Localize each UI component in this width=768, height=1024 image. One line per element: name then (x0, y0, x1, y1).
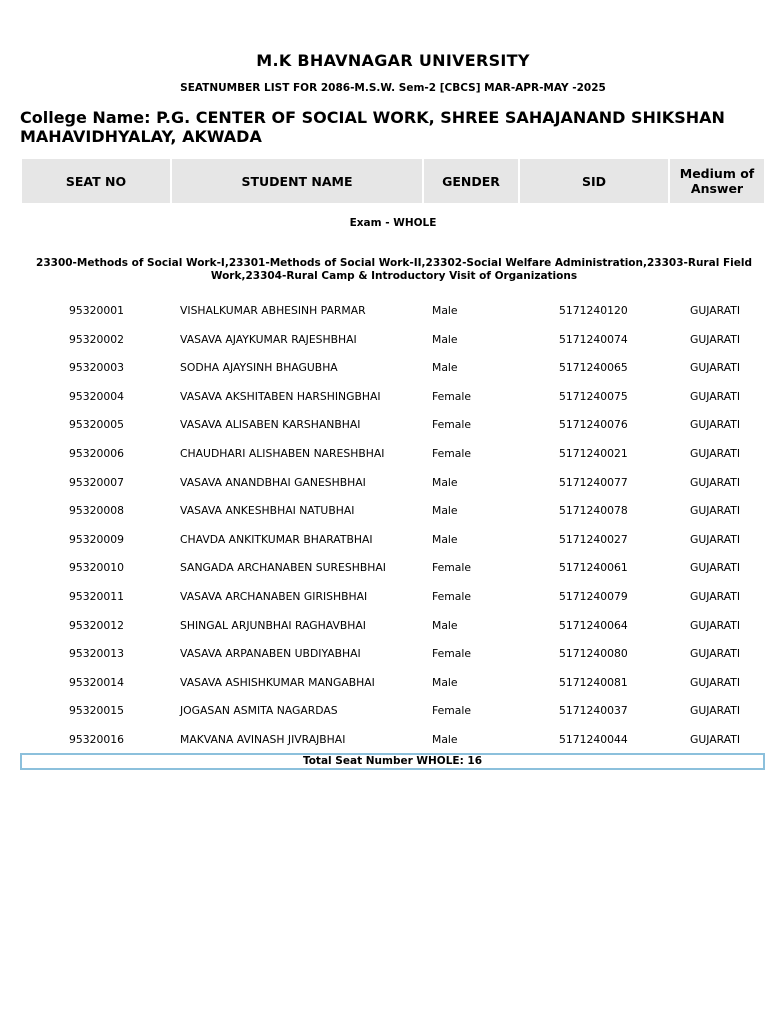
table-row (20, 638, 766, 667)
sid: 5171240044 (559, 732, 628, 746)
college-name: College Name: P.G. CENTER OF SOCIAL WORK, SHREE SAHAJANAND SHIKSHAN MAHAVIDHYALAY, AKWADA (20, 108, 725, 146)
seat-number: 95320014 (69, 675, 124, 689)
sid: 5171240037 (559, 704, 628, 718)
sid: 5171240027 (559, 532, 628, 546)
medium: GUJARATI (690, 732, 741, 746)
table-row (20, 724, 766, 753)
gender: Female (432, 704, 472, 718)
gender: Male (432, 361, 458, 375)
gender: Male (432, 618, 458, 632)
student-name: VASAVA AKSHITABEN HARSHINGBHAI (180, 389, 381, 403)
medium: GUJARATI (690, 332, 741, 346)
seat-number: 95320006 (69, 446, 124, 460)
gender: Female (432, 589, 472, 603)
sid: 5171240074 (559, 332, 628, 346)
sid: 5171240120 (559, 304, 628, 317)
seat-number: 95320001 (69, 304, 124, 317)
seat-number: 95320012 (69, 618, 124, 632)
student-name: VASAVA ARCHANABEN GIRISHBHAI (180, 589, 368, 603)
sid: 5171240021 (559, 446, 628, 460)
gender: Female (432, 647, 472, 661)
student-name: VASAVA ASHISHKUMAR MANGABHAI (180, 675, 375, 689)
medium: GUJARATI (690, 589, 741, 603)
table-row (20, 495, 766, 524)
table-row (20, 467, 766, 496)
student-name: VISHALKUMAR ABHESINH PARMAR (180, 304, 366, 317)
column-header-student-name: STUDENT NAME (172, 159, 422, 203)
medium: GUJARATI (690, 704, 741, 718)
gender: Male (432, 732, 458, 746)
student-name: VASAVA ALISABEN KARSHANBHAI (180, 418, 361, 432)
medium: GUJARATI (690, 532, 741, 546)
medium: GUJARATI (690, 304, 741, 317)
table-row (20, 610, 766, 639)
student-name: VASAVA ANANDBHAI GANESHBHAI (180, 475, 366, 489)
table-row (20, 409, 766, 438)
medium: GUJARATI (690, 389, 741, 403)
sid: 5171240080 (559, 647, 628, 661)
seat-number: 95320013 (69, 647, 124, 661)
seat-number: 95320009 (69, 532, 124, 546)
table-row (20, 295, 766, 324)
gender: Male (432, 475, 458, 489)
medium: GUJARATI (690, 361, 741, 375)
sid: 5171240076 (559, 418, 628, 432)
sid: 5171240078 (559, 504, 628, 518)
seat-number: 95320003 (69, 361, 124, 375)
student-name: VASAVA AJAYKUMAR RAJESHBHAI (180, 332, 357, 346)
subjects-list: 23300-Methods of Social Work-I,23301-Methods of Social Work-II,23302-Social Welfare Administration,23303-Rural Field Work,23304-Rural Camp & Introductory Visit of Organizations (36, 257, 752, 282)
seat-number: 95320002 (69, 332, 124, 346)
student-name: CHAUDHARI ALISHABEN NARESHBHAI (180, 446, 385, 460)
seat-number: 95320011 (69, 589, 124, 603)
column-header-gender: GENDER (424, 159, 518, 203)
column-header-sid: SID (520, 159, 668, 203)
medium: GUJARATI (690, 561, 741, 575)
student-name: JOGASAN ASMITA NAGARDAS (180, 704, 338, 718)
gender: Female (432, 561, 472, 575)
table-row (20, 581, 766, 610)
gender: Male (432, 532, 458, 546)
column-header-medium-line2: Answer (690, 181, 744, 196)
seat-number: 95320010 (69, 561, 124, 575)
gender: Male (432, 675, 458, 689)
gender: Female (432, 418, 472, 432)
sid: 5171240064 (559, 618, 628, 632)
seat-number: 95320015 (69, 704, 124, 718)
sid: 5171240061 (559, 561, 628, 575)
sid: 5171240075 (559, 389, 628, 403)
seat-number: 95320008 (69, 504, 124, 518)
table-row (20, 552, 766, 581)
column-header-row (22, 159, 764, 203)
student-name: SANGADA ARCHANABEN SURESHBHAI (180, 561, 386, 575)
student-name: VASAVA ANKESHBHAI NATUBHAI (180, 504, 355, 518)
table-row (20, 381, 766, 410)
sid: 5171240079 (559, 589, 628, 603)
gender: Male (432, 332, 458, 346)
table-row (20, 667, 766, 696)
medium: GUJARATI (690, 647, 741, 661)
gender: Female (432, 389, 472, 403)
seat-number: 95320004 (69, 389, 124, 403)
medium: GUJARATI (690, 418, 741, 432)
medium: GUJARATI (690, 504, 741, 518)
table-row (20, 352, 766, 381)
student-name: SODHA AJAYSINH BHAGUBHA (180, 361, 338, 375)
medium: GUJARATI (690, 475, 741, 489)
student-name: MAKVANA AVINASH JIVRAJBHAI (180, 732, 346, 746)
list-title: SEATNUMBER LIST FOR 2086-M.S.W. Sem-2 [CBCS] MAR-APR-MAY -2025 (180, 82, 606, 94)
column-header-table (20, 157, 766, 205)
column-header-medium (670, 159, 764, 203)
sid: 5171240065 (559, 361, 628, 375)
medium: GUJARATI (690, 618, 741, 632)
exam-label: Exam - WHOLE (349, 217, 437, 229)
student-name: VASAVA ARPANABEN UBDIYABHAI (180, 647, 361, 661)
seat-number: 95320007 (69, 475, 124, 489)
sid: 5171240081 (559, 675, 628, 689)
table-row (20, 438, 766, 467)
student-name: CHAVDA ANKITKUMAR BHARATBHAI (180, 532, 373, 546)
gender: Male (432, 504, 458, 518)
sid: 5171240077 (559, 475, 628, 489)
column-header-medium-line1: Medium of (679, 166, 755, 181)
university-title: M.K BHAVNAGAR UNIVERSITY (256, 51, 530, 70)
seat-number: 95320016 (69, 732, 124, 746)
table-row (20, 524, 766, 553)
table-row (20, 324, 766, 353)
student-name: SHINGAL ARJUNBHAI RAGHAVBHAI (180, 618, 366, 632)
medium: GUJARATI (690, 675, 741, 689)
medium: GUJARATI (690, 446, 741, 460)
gender: Female (432, 446, 472, 460)
column-header-seat-no: SEAT NO (22, 159, 170, 203)
seat-number: 95320005 (69, 418, 124, 432)
student-list (20, 295, 766, 753)
table-row (20, 695, 766, 724)
total-seat-count: Total Seat Number WHOLE: 16 (20, 753, 765, 770)
gender: Male (432, 304, 458, 317)
